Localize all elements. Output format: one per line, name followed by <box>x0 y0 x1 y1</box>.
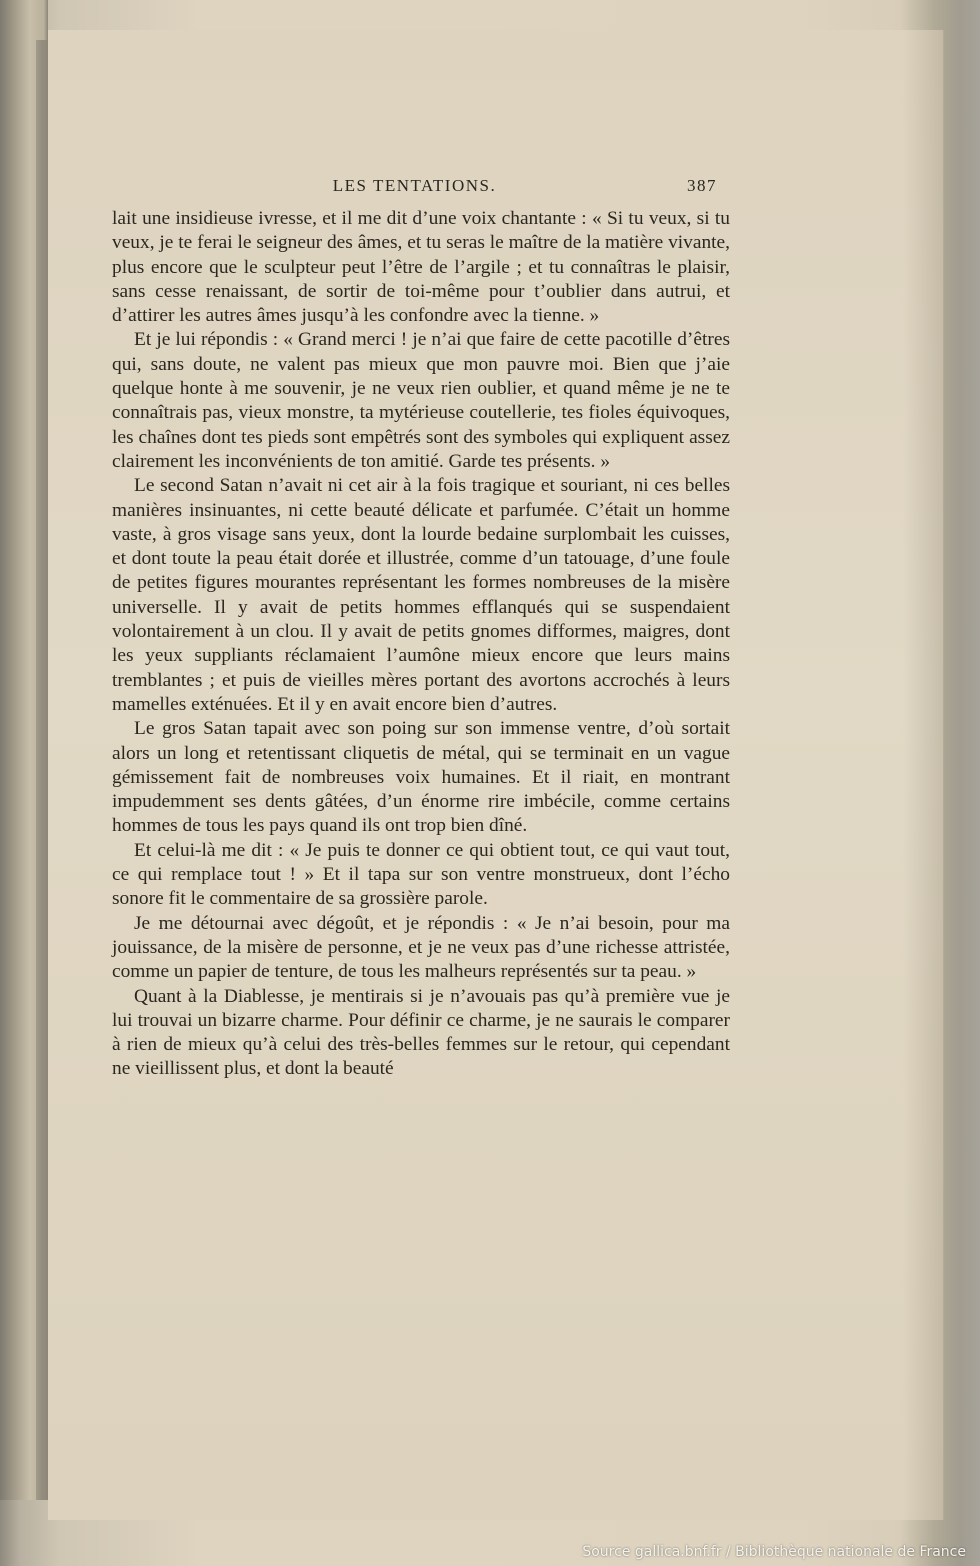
paragraph: Et je lui répondis : « Grand merci ! je n’ai que faire de cette pacotille d’êtres qui, sans doute, ne valent pas mieux que mon pauvre moi. Bien que j’aie quelque honte à me souvenir, je ne veux rien oublier, et quand même je ne te connaîtrais pas, vieux monstre, ta mytérieuse coutellerie, tes fioles équivoques, les chaînes dont tes pieds sont empêtrés sont des symboles qui expliquent assez clairement les inconvénients de ton amitié. Garde tes présents. » <box>112 329 730 472</box>
paragraph: Le second Satan n’avait ni cet air à la fois tragique et souriant, ni ces belles manières insinuantes, ni cette beauté délicate et parfumée. C’était un homme vaste, à gros visage sans yeux, dont la lourde bedaine surplombait les cuisses, et dont toute la peau était dorée et illustrée, comme d’un tatouage, d’une foule de petites figures mourantes représentant les formes nombreuses de la misère universelle. Il y avait de petits hommes efflanqués qui se suspendaient volontairement à un clou. Il y avait de petits gnomes difformes, maigres, dont les yeux suppliants réclamaient l’aumône mieux encore que leurs mains tremblantes ; et puis de vieilles mères portant des avortons accrochés à leurs mamelles exténuées. Et il y en avait encore bien d’autres. <box>112 475 730 715</box>
source-credit: Source gallica.bnf.fr / Bibliothèque nationale de France <box>582 1544 966 1560</box>
page-number: 387 <box>687 176 717 195</box>
body-text <box>112 207 730 1082</box>
running-head-title: LES TENTATIONS. <box>332 176 497 195</box>
paragraph: lait une insidieuse ivresse, et il me dit d’une voix chantante : « Si tu veux, si tu veux, je te ferai le seigneur des âmes, et tu seras le maître de la matière vivante, plus encore que le sculpteur peut l’être de l’argile ; et tu connaîtras le plaisir, sans cesse renaissant, de sortir de toi-même pour t’oublier dans autrui, et d’attirer les autres âmes jusqu’à les confondre avec la tienne. » <box>112 208 730 327</box>
paragraph: Et celui-là me dit : « Je puis te donner ce qui obtient tout, ce qui vaut tout, ce qui remplace tout ! » Et il tapa sur son ventre monstrueux, dont l’écho sonore fit le commentaire de sa grossière parole. <box>112 839 730 910</box>
paragraph: Quant à la Diablesse, je mentirais si je n’avouais pas qu’à première vue je lui trouvai un bizarre charme. Pour définir ce charme, je ne saurais le comparer à rien de mieux qu’à celui des très-belles femmes sur le retour, qui cependant ne vieillissent plus, et dont la beauté <box>112 985 730 1080</box>
page-edge-shadow <box>903 30 943 1520</box>
paragraph: Je me détournai avec dégoût, et je répondis : « Je n’ai besoin, pour ma jouissance, de la misère de personne, et je ne veux pas d’une richesse attristée, comme un papier de tenture, de tous les malheurs représentés sur ta peau. » <box>112 912 730 983</box>
paragraph: Le gros Satan tapait avec son poing sur son immense ventre, d’où sortait alors un long et retentissant cliquetis de métal, qui se terminait en un vague gémissement fait de nombreuses voix humaines. Et il riait, en montrant impudemment ses dents gâtées, d’un énorme rire imbécile, comme certains hommes de tous les pays quand ils ont trop bien dîné. <box>112 718 730 837</box>
